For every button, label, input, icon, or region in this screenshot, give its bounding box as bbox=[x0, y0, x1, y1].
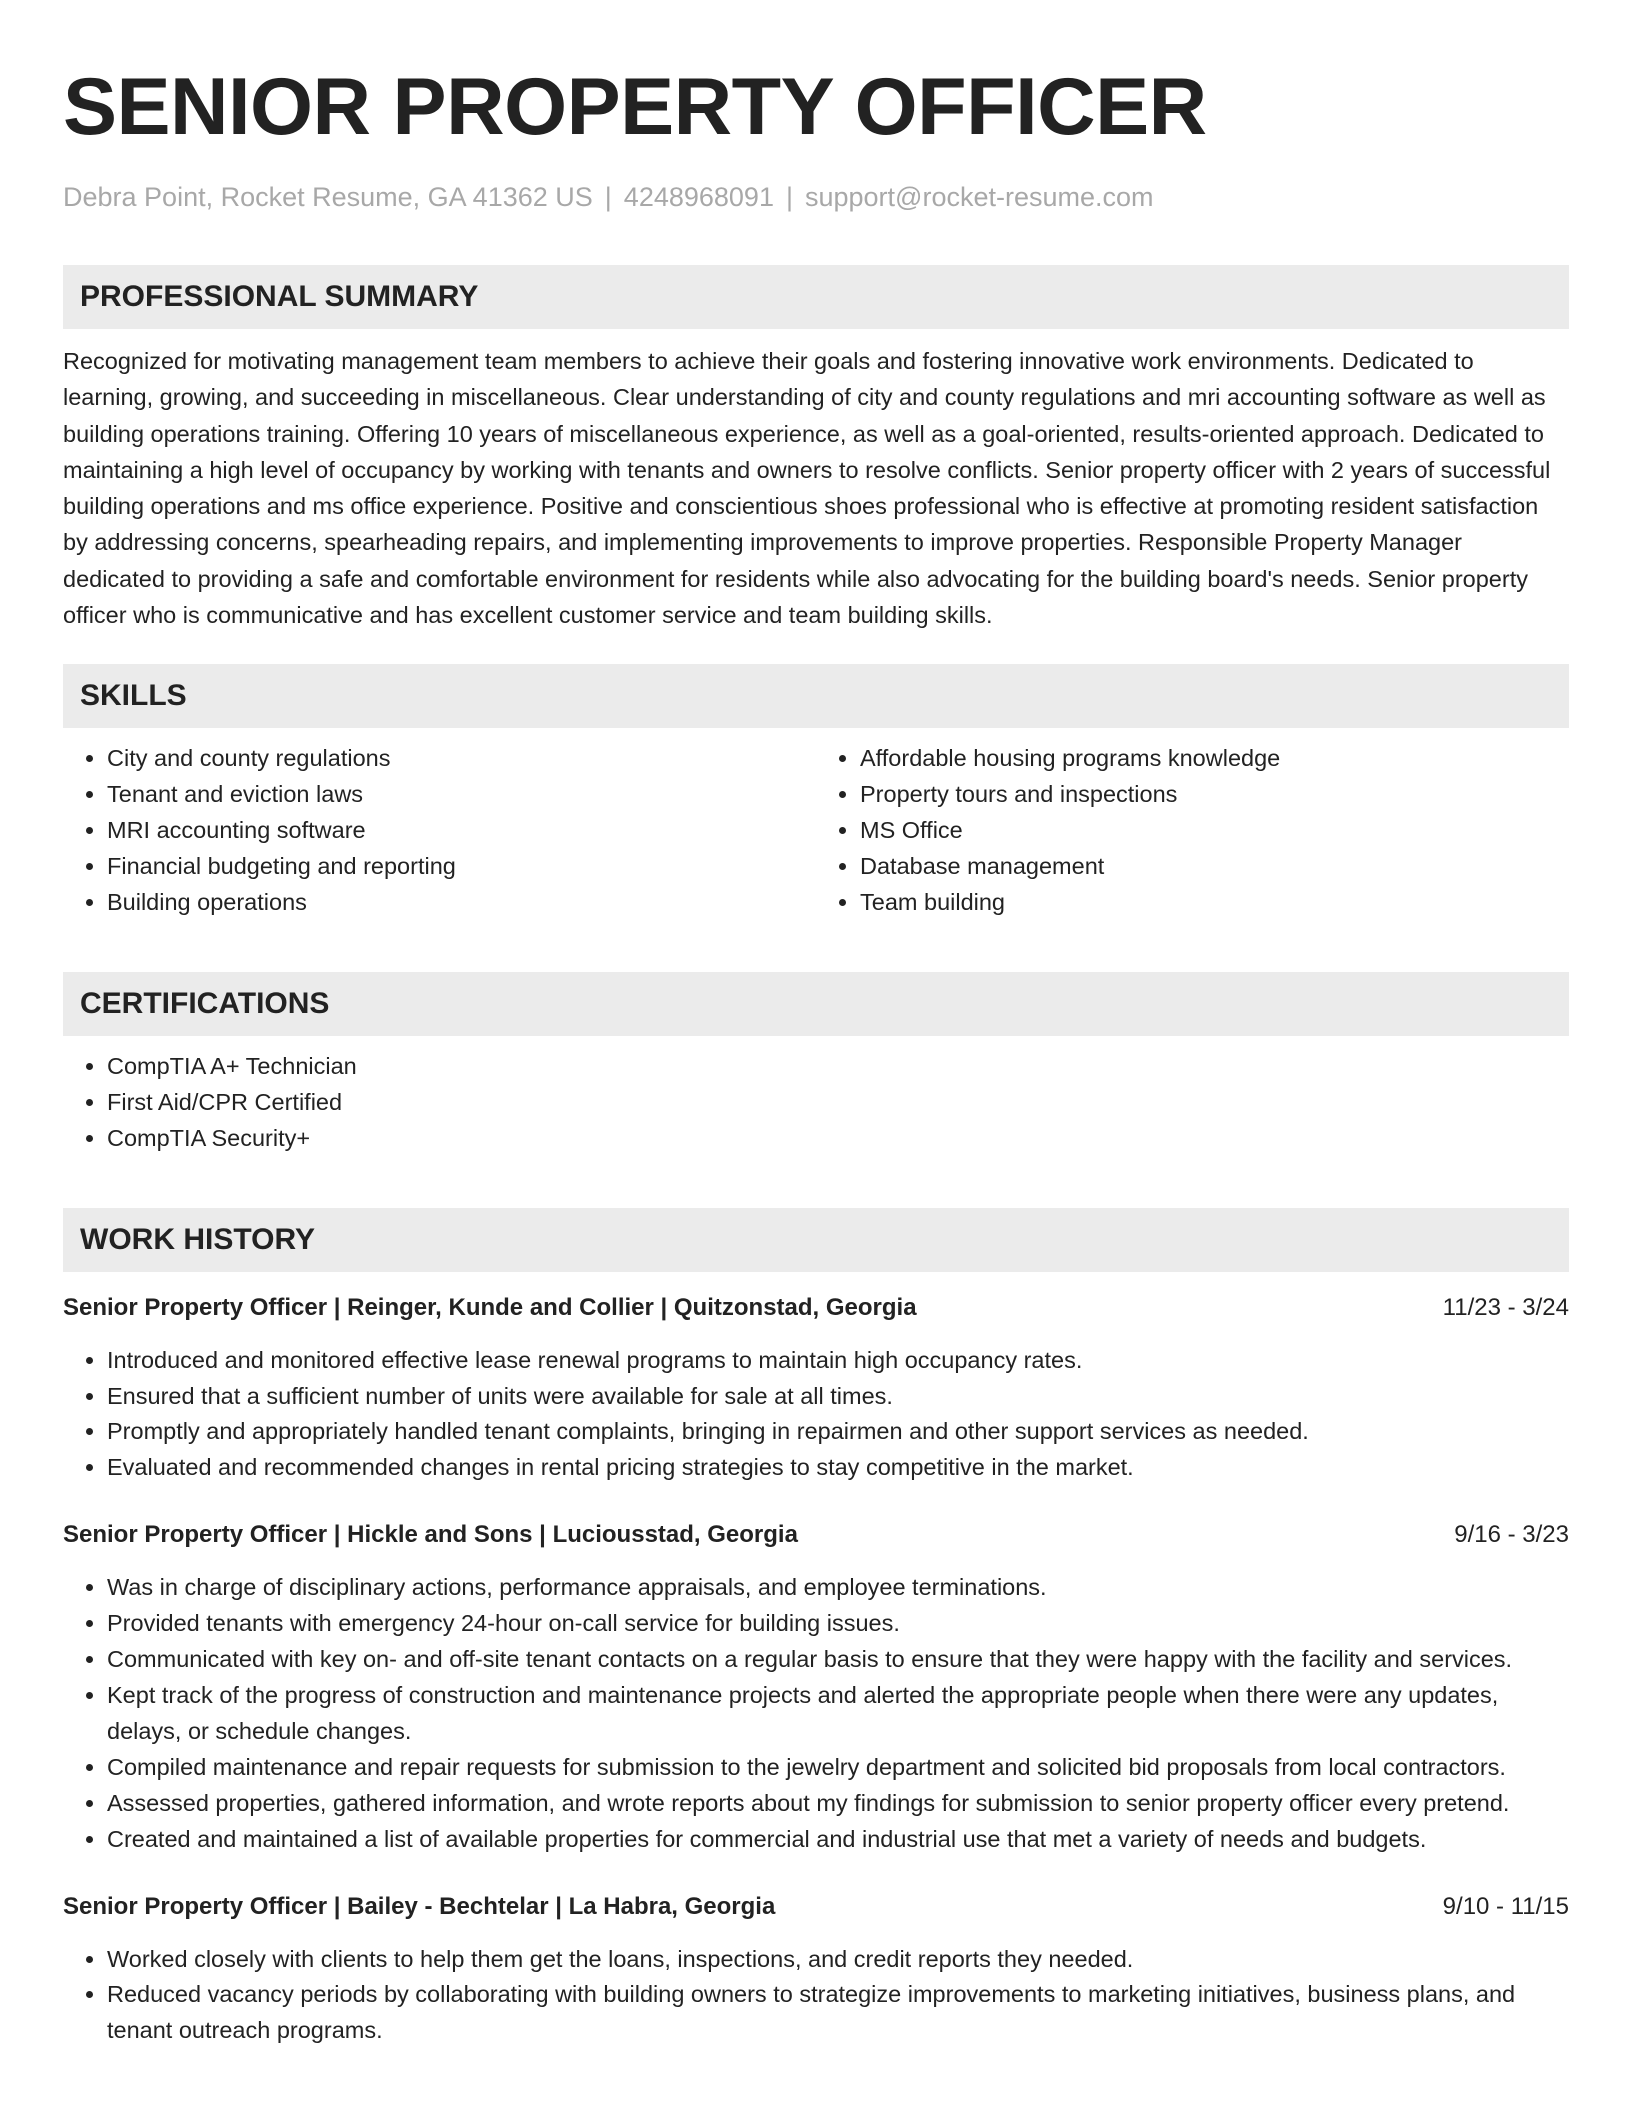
job-dates: 9/10 - 11/15 bbox=[1442, 1892, 1569, 1920]
section-title: WORK HISTORY bbox=[80, 1222, 316, 1256]
contact-phone: 4248968091 bbox=[623, 182, 774, 212]
job-bullet: • Evaluated and recommended changes in rental pricing strategies to stay competitive in the market. bbox=[107, 1450, 1569, 1486]
certification-item: • First Aid/CPR Certified bbox=[107, 1085, 1569, 1121]
skill-item: • Building operations bbox=[107, 885, 816, 921]
section-header bbox=[63, 972, 1569, 1036]
job-bullets bbox=[63, 1570, 1569, 1857]
resume-name: SENIOR PROPERTY OFFICER bbox=[63, 62, 1207, 152]
skill-item: • Tenant and eviction laws bbox=[107, 777, 816, 813]
skills-columns bbox=[63, 741, 1569, 921]
section-title: SKILLS bbox=[80, 679, 187, 713]
job-bullet: • Ensured that a sufficient number of units were available for sale at all times. bbox=[107, 1379, 1569, 1415]
contact-line bbox=[63, 180, 1569, 214]
skill-item: • Financial budgeting and reporting bbox=[107, 849, 816, 885]
skill-item: • MS Office bbox=[860, 813, 1569, 849]
job-bullet: • Provided tenants with emergency 24-hour on-call service for building issues. bbox=[107, 1606, 1569, 1642]
job-bullet: • Introduced and monitored effective lease renewal programs to maintain high occupancy rates. bbox=[107, 1343, 1569, 1379]
certification-item: • CompTIA Security+ bbox=[107, 1121, 1569, 1157]
section-header bbox=[63, 1208, 1569, 1272]
certifications-list bbox=[63, 1049, 1569, 1157]
contact-separator: | bbox=[785, 182, 793, 212]
skill-item: • Property tours and inspections bbox=[860, 777, 1569, 813]
skills-list-left bbox=[63, 741, 816, 921]
job-header bbox=[63, 1890, 1569, 1924]
skill-item: • MRI accounting software bbox=[107, 813, 816, 849]
skills-section bbox=[63, 664, 1569, 921]
job-title: Senior Property Officer | Reinger, Kunde and Collier | Quitzonstad, Georgia bbox=[63, 1293, 917, 1321]
job-title: Senior Property Officer | Hickle and Sons | Luciousstad, Georgia bbox=[63, 1521, 798, 1549]
job-header bbox=[63, 1291, 1569, 1325]
job-bullet: • Kept track of the progress of construction and maintenance projects and alerted the appropriate people when there were any updates, delays, or schedule changes. bbox=[107, 1678, 1569, 1750]
job-bullets bbox=[63, 1942, 1569, 2050]
job-bullet: • Worked closely with clients to help them get the loans, inspections, and credit reports they needed. bbox=[107, 1942, 1569, 1978]
work-history-section bbox=[63, 1208, 1569, 2050]
professional-summary-section bbox=[63, 265, 1569, 633]
summary-text: Recognized for motivating management team members to achieve their goals and fostering innovative work environments. Dedicated to learning, growing, and succeeding in miscellaneous. Clear understanding of city and county regulations and mri accounting software as well as building operations training. Offering 10 years of miscellaneous experience, as well as a goal-oriented, results-oriented approach. Dedicated to maintaining a high level of occupancy by working with tenants and owners to resolve conflicts. Senior property officer with 2 years of successful building operations and ms office experience. Positive and conscientious shoes professional who is effective at promoting resident satisfaction by addressing concerns, spearheading repairs, and implementing improvements to improve properties. Responsible Property Manager dedicated to providing a safe and comfortable environment for residents while also advocating for the building board's needs. Senior property officer who is communicative and has excellent customer service and team building skills. bbox=[63, 348, 1551, 629]
job-bullet: • Promptly and appropriately handled tenant complaints, bringing in repairmen and other support services as needed. bbox=[107, 1414, 1569, 1450]
contact-email: support@rocket-resume.com bbox=[804, 182, 1154, 212]
job-dates: 11/23 - 3/24 bbox=[1442, 1293, 1569, 1321]
job-header bbox=[63, 1518, 1569, 1552]
job-bullet: • Communicated with key on- and off-site tenant contacts on a regular basis to ensure that they were happy with the facility and services. bbox=[107, 1642, 1569, 1678]
skill-item: • Database management bbox=[860, 849, 1569, 885]
contact-separator: | bbox=[604, 182, 612, 212]
job-entry bbox=[63, 1291, 1569, 1487]
job-entry bbox=[63, 1518, 1569, 1857]
job-dates: 9/16 - 3/23 bbox=[1454, 1521, 1569, 1549]
section-title: PROFESSIONAL SUMMARY bbox=[80, 280, 479, 313]
job-title: Senior Property Officer | Bailey - Bechtelar | La Habra, Georgia bbox=[63, 1892, 776, 1920]
certifications-section bbox=[63, 972, 1569, 1157]
skills-list-right bbox=[816, 741, 1569, 921]
section-header bbox=[63, 265, 1569, 329]
section-title: CERTIFICATIONS bbox=[80, 986, 330, 1020]
job-bullet: • Was in charge of disciplinary actions, performance appraisals, and employee terminations. bbox=[107, 1570, 1569, 1606]
job-bullet: • Assessed properties, gathered information, and wrote reports about my findings for submission to senior property officer every pretend. bbox=[107, 1786, 1569, 1822]
job-bullet: • Reduced vacancy periods by collaborating with building owners to strategize improvements to marketing initiatives, business plans, and tenant outreach programs. bbox=[107, 1977, 1569, 2049]
skill-item: • Affordable housing programs knowledge bbox=[860, 741, 1569, 777]
job-bullets bbox=[63, 1343, 1569, 1487]
section-header bbox=[63, 664, 1569, 728]
job-entry bbox=[63, 1890, 1569, 2050]
contact-address: Debra Point, Rocket Resume, GA 41362 US bbox=[63, 182, 593, 212]
skill-item: • City and county regulations bbox=[107, 741, 816, 777]
certification-item: • CompTIA A+ Technician bbox=[107, 1049, 1569, 1085]
job-bullet: • Created and maintained a list of available properties for commercial and industrial use that met a variety of needs and budgets. bbox=[107, 1822, 1569, 1858]
job-bullet: • Compiled maintenance and repair requests for submission to the jewelry department and solicited bid proposals from local contractors. bbox=[107, 1750, 1569, 1786]
skill-item: • Team building bbox=[860, 885, 1569, 921]
